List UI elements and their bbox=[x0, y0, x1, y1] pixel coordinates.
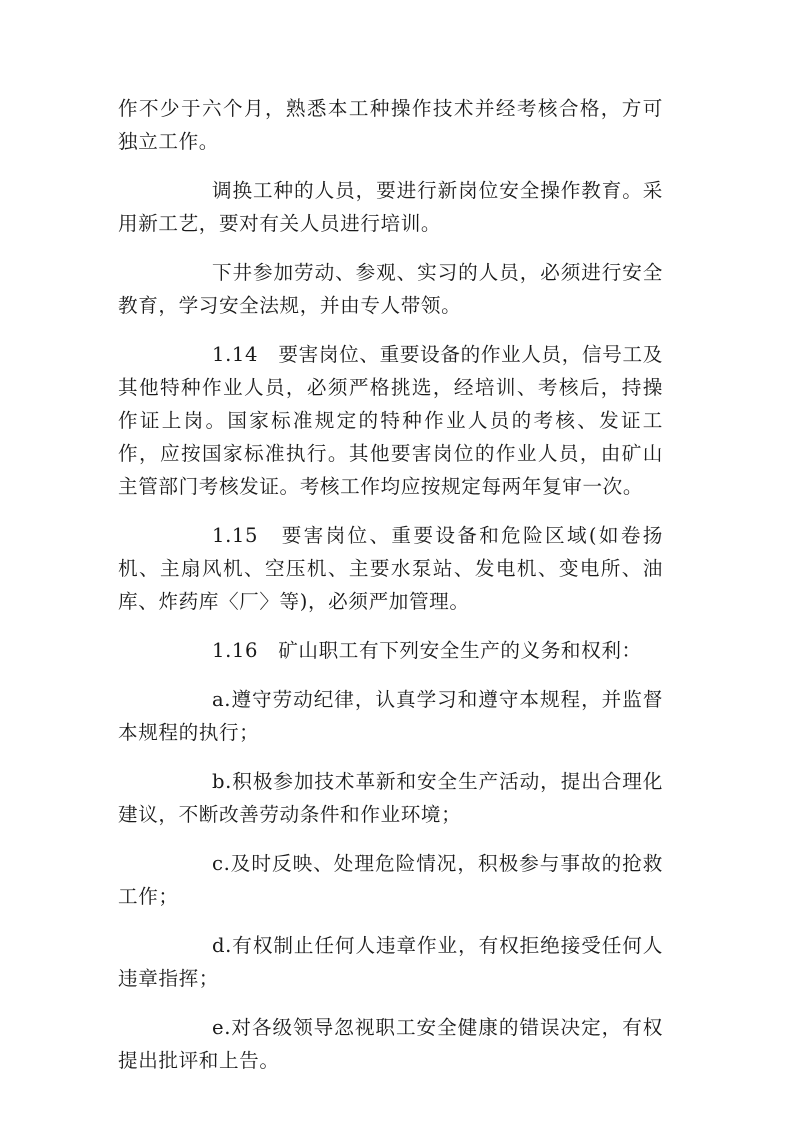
document-body bbox=[118, 92, 663, 1093]
list-item-d: d.有权制止任何人违章作业，有权拒绝接受任何人违章指挥； bbox=[118, 934, 663, 990]
paragraph-job-transfer: 调换工种的人员，要进行新岗位安全操作教育。采用新工艺，要对有关人员进行培训。 bbox=[118, 179, 663, 235]
paragraph-underground-visitors: 下井参加劳动、参观、实习的人员，必须进行安全教育，学习安全法规，并由专人带领。 bbox=[118, 261, 663, 317]
paragraph-1-14: 1.14 要害岗位、重要设备的作业人员，信号工及其他特种作业人员，必须严格挑选，经培训、考核后，持操作证上岗。国家标准规定的特种作业人员的考核、发证工作，应按国家标准执行。其他要害岗位的作业人员，由矿山主管部门考核发证。考核工作均应按规定每两年复审一次。 bbox=[118, 343, 663, 498]
list-item-e: e.对各级领导忽视职工安全健康的错误决定，有权提出批评和上告。 bbox=[118, 1016, 663, 1072]
list-item-a: a.遵守劳动纪律，认真学习和遵守本规程，并监督本规程的执行； bbox=[118, 688, 663, 744]
paragraph-1-16: 1.16 矿山职工有下列安全生产的义务和权利： bbox=[212, 639, 642, 662]
paragraph-continuation: 作不少于六个月，熟悉本工种操作技术并经考核合格，方可独立工作。 bbox=[118, 97, 663, 153]
paragraph-1-15: 1.15 要害岗位、重要设备和危险区域(如卷扬机、主扇风机、空压机、主要水泵站、发电机、变电所、油库、炸药库〈厂〉等)，必须严加管理。 bbox=[118, 524, 663, 613]
list-item-c: c.及时反映、处理危险情况，积极参与事故的抢救工作； bbox=[118, 852, 663, 908]
list-item-b: b.积极参加技术革新和安全生产活动，提出合理化建议，不断改善劳动条件和作业环境； bbox=[118, 770, 663, 826]
